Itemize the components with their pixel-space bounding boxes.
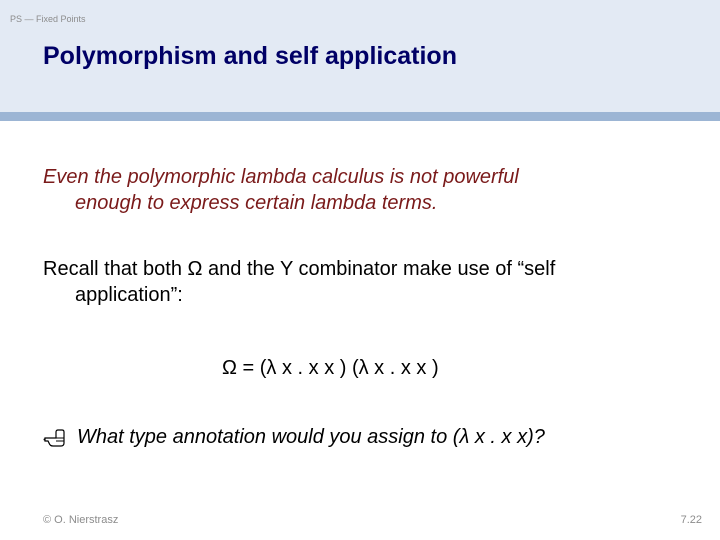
recall-line-2: application”: — [75, 284, 183, 306]
intro-line-2: enough to express certain lambda terms. — [75, 192, 438, 214]
recall-paragraph — [43, 256, 683, 308]
omega-definition: Ω = (λ x . x x ) (λ x . x x ) — [222, 357, 439, 379]
slide-title: Polymorphism and self application — [43, 42, 457, 70]
question-text: What type annotation would you assign to (λ x . x x)? — [77, 426, 545, 448]
header-divider — [0, 112, 720, 121]
question-bullet — [43, 426, 545, 449]
running-head: PS — Fixed Points — [10, 14, 86, 24]
page-number: 7.22 — [680, 514, 702, 526]
intro-paragraph — [43, 164, 683, 216]
pointing-hand-icon — [43, 427, 75, 449]
copyright-notice: © O. Nierstrasz — [43, 514, 119, 526]
recall-line-1: Recall that both Ω and the Y combinator make use of “self — [43, 258, 556, 280]
intro-line-1: Even the polymorphic lambda calculus is not powerful — [43, 166, 519, 188]
